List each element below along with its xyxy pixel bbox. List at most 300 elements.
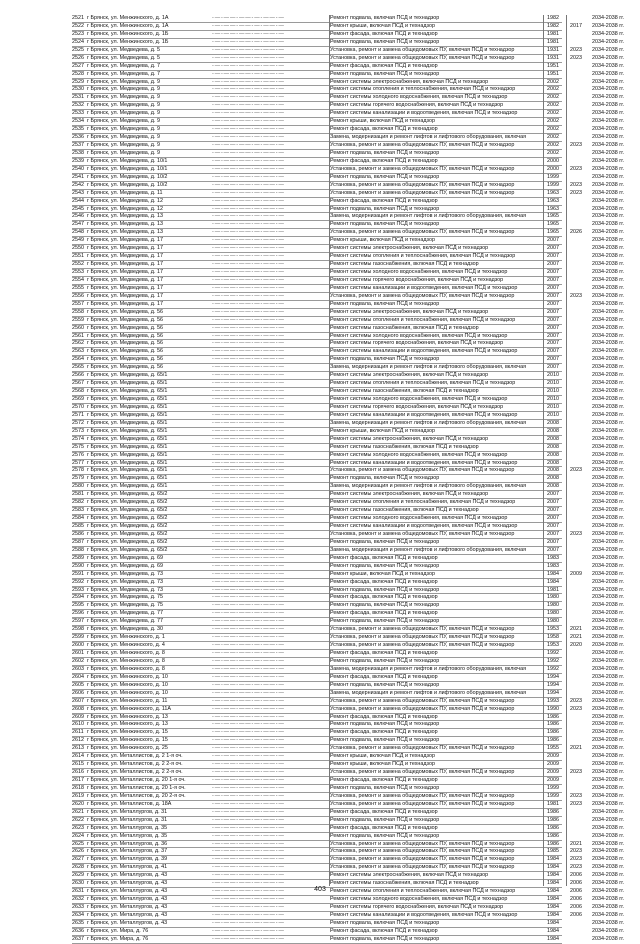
table-row xyxy=(72,737,625,745)
row-address: г Брянск, ул. Металлистов, д. 2 2-я оч. xyxy=(87,761,183,768)
row-number: 2614 xyxy=(72,753,84,760)
row-filler-dashes: - — - — — - — — - — - — — - — xyxy=(212,896,284,903)
row-planned-period: 2034-2038 гг. xyxy=(591,824,625,831)
row-work-type: Установка, ремонт и замена общедомовых ПУ, включая ПСД и технадзор xyxy=(330,705,515,712)
row-number: 2627 xyxy=(72,856,84,863)
row-address: г Брянск, ул. Металлургов, д. 41 xyxy=(87,864,168,871)
row-filler-dashes: - — - — — - — — - — - — — - — xyxy=(212,15,284,21)
row-address: г Брянск, ул. Менжинского, д. 4 xyxy=(87,642,165,649)
row-number: 2624 xyxy=(72,832,84,839)
row-build-year: 2007 xyxy=(547,356,559,363)
row-work-type: Ремонт системы канализации и водоотведения, включая ПСД и технадзор xyxy=(330,348,518,355)
row-work-type: Ремонт системы холодного водоснабжения, включая ПСД и технадзор xyxy=(330,269,508,275)
table-row xyxy=(72,110,625,118)
row-build-year: 1983 xyxy=(547,562,559,569)
row-work-type: Замена, модернизация и ремонт лифтов и лифтового оборудования, включая xyxy=(330,419,527,426)
row-number: 2576 xyxy=(72,451,84,458)
row-work-type: Ремонт подвала, включая ПСД и технадзор xyxy=(330,602,440,609)
row-build-year: 2002 xyxy=(547,102,559,109)
row-number: 2563 xyxy=(72,348,84,355)
row-planned-period: 2034-2038 гг. xyxy=(591,269,625,275)
row-planned-period: 2034-2038 гг. xyxy=(591,530,625,537)
row-last-repair-year: 2023 xyxy=(570,800,582,807)
row-address: г Брянск, ул. Медведева, д. 77 xyxy=(87,610,163,617)
row-build-year: 2002 xyxy=(547,118,559,125)
row-filler-dashes: - — - — — - — — - — - — — - — xyxy=(212,689,284,696)
table-row xyxy=(72,515,625,523)
row-work-type: Ремонт системы электроснабжения, включая ПСД и технадзор xyxy=(330,372,489,379)
row-planned-period: 2034-2038 гг. xyxy=(591,459,625,466)
row-filler-dashes: - — - — — - — — - — - — — - — xyxy=(212,840,284,847)
row-planned-period: 2034-2038 гг. xyxy=(591,396,625,402)
row-address: г Брянск, ул. Медведева, д. 9 xyxy=(87,149,160,156)
row-planned-period: 2034-2038 гг. xyxy=(591,673,625,680)
row-filler-dashes: - — - — — - — — - — - — — - — xyxy=(212,761,284,768)
row-work-type: Ремонт подвала, включая ПСД и технадзор xyxy=(330,149,440,156)
row-build-year: 1984 xyxy=(547,935,559,942)
row-filler-dashes: - — - — — - — — - — - — — - — xyxy=(212,777,284,783)
row-work-type: Ремонт подвала, включая ПСД и технадзор xyxy=(330,784,440,791)
row-address: г Брянск, ул. Медведева, д. 11 xyxy=(87,189,163,196)
row-address: г Брянск, ул. Металлургов, д. 31 xyxy=(87,816,168,823)
row-planned-period: 2034-2038 гг. xyxy=(591,570,625,577)
row-address: г Брянск, ул. Медведева, д. 65/2 xyxy=(87,515,168,522)
table-row xyxy=(72,102,625,110)
table-row xyxy=(72,554,625,563)
row-filler-dashes: - — - — — - — — - — - — — - — xyxy=(212,276,284,283)
row-filler-dashes: - — - — — - — — - — - — — - — xyxy=(212,427,284,434)
row-address: г Брянск, ул. Мира, д. 76 xyxy=(87,935,149,942)
table-row xyxy=(72,189,625,198)
row-work-type: Ремонт подвала, включая ПСД и технадзор xyxy=(330,15,440,21)
table-row xyxy=(72,237,625,245)
table-row xyxy=(72,356,625,364)
row-filler-dashes: - — - — — - — — - — - — — - — xyxy=(212,165,284,172)
row-planned-period: 2034-2038 гг. xyxy=(591,300,625,307)
row-filler-dashes: - — - — — - — — - — - — — - — xyxy=(212,507,284,514)
row-planned-period: 2034-2038 гг. xyxy=(591,586,625,593)
row-filler-dashes: - — - — — - — — - — - — — - — xyxy=(212,380,284,387)
row-address: г Брянск, ул. Менжинского, д. 1Б xyxy=(87,30,169,37)
row-planned-period: 2034-2038 гг. xyxy=(591,808,625,815)
row-address: г Брянск, ул. Менжинского, д. 11 xyxy=(87,697,168,704)
row-filler-dashes: - — - — — - — — - — - — — - — xyxy=(212,459,284,466)
row-last-repair-year: 2023 xyxy=(570,181,582,188)
row-work-type: Ремонт системы горячего водоснабжения, включая ПСД и технадзор xyxy=(330,276,504,283)
row-filler-dashes: - — - — — - — — - — - — — - — xyxy=(212,62,284,69)
row-address: г Брянск, ул. Медведева, д. 12 xyxy=(87,205,163,212)
row-build-year: 1984 xyxy=(547,880,559,887)
row-filler-dashes: - — - — — - — — - — - — — - — xyxy=(212,78,284,85)
row-filler-dashes: - — - — — - — — - — - — — - — xyxy=(212,515,284,522)
row-address: г Брянск, ул. Менжинского, д. 15 xyxy=(87,737,168,744)
row-planned-period: 2034-2038 гг. xyxy=(591,832,625,839)
row-work-type: Ремонт крыши, включая ПСД и технадзор xyxy=(330,22,435,29)
row-address: г Брянск, ул. Металлургов, д. 37 xyxy=(87,848,168,855)
row-last-repair-year: 2021 xyxy=(570,626,582,633)
row-filler-dashes: - — - — — - — — - — - — — - — xyxy=(212,657,284,664)
row-number: 2579 xyxy=(72,475,84,482)
row-build-year: 1992 xyxy=(547,665,559,672)
table-row xyxy=(72,777,625,785)
row-work-type: Ремонт фасада, включая ПСД и технадзор xyxy=(330,610,438,617)
row-work-type: Ремонт системы холодного водоснабжения, включая ПСД и технадзор xyxy=(330,396,508,402)
row-filler-dashes: - — - — — - — — - — - — — - — xyxy=(212,919,284,926)
table-row xyxy=(72,221,625,229)
row-planned-period: 2034-2038 гг. xyxy=(591,650,625,656)
row-planned-period: 2034-2038 гг. xyxy=(591,229,625,236)
row-build-year: 1981 xyxy=(547,800,559,807)
row-planned-period: 2034-2038 гг. xyxy=(591,911,625,918)
row-build-year: 1965 xyxy=(547,221,559,228)
table-row xyxy=(72,165,625,174)
row-filler-dashes: - — - — — - — — - — - — — - — xyxy=(212,538,284,545)
row-number: 2618 xyxy=(72,784,84,791)
row-address: г Брянск, ул. Медведева, д. 17 xyxy=(87,292,163,299)
row-build-year: 2008 xyxy=(547,459,559,466)
row-work-type: Ремонт системы канализации и водоотведения, включая ПСД и технадзор xyxy=(330,411,518,418)
row-planned-period: 2034-2038 гг. xyxy=(591,94,625,101)
row-planned-period: 2034-2038 гг. xyxy=(591,713,625,720)
row-planned-period: 2034-2038 гг. xyxy=(591,467,625,474)
row-planned-period: 2034-2038 гг. xyxy=(591,896,625,903)
row-address: г Брянск, ул. Медведева, д. 65/1 xyxy=(87,396,168,402)
table-row xyxy=(72,403,625,412)
row-build-year: 2000 xyxy=(547,165,559,172)
row-planned-period: 2034-2038 гг. xyxy=(591,840,625,847)
row-number: 2625 xyxy=(72,840,84,847)
row-filler-dashes: - — - — — - — — - — - — — - — xyxy=(212,300,284,307)
row-address: г Брянск, ул. Мира, д. 76 xyxy=(87,927,149,934)
row-number: 2589 xyxy=(72,554,84,561)
table-row xyxy=(72,229,625,237)
row-address: г Брянск, ул. Медведева, д. 10/1 xyxy=(87,165,168,172)
row-planned-period: 2034-2038 гг. xyxy=(591,102,625,109)
table-row xyxy=(72,173,625,182)
row-build-year: 2007 xyxy=(547,530,559,537)
row-build-year: 2010 xyxy=(547,411,559,418)
table-row xyxy=(72,292,625,301)
table-row xyxy=(72,681,625,690)
row-planned-period: 2034-2038 гг. xyxy=(591,642,625,649)
row-planned-period: 2034-2038 гг. xyxy=(591,38,625,45)
row-work-type: Установка, ремонт и замена общедомовых ПУ, включая ПСД и технадзор xyxy=(330,848,515,855)
row-build-year: 2007 xyxy=(547,499,559,506)
row-work-type: Ремонт крыши, включая ПСД и технадзор xyxy=(330,427,435,434)
row-planned-period: 2034-2038 гг. xyxy=(591,888,625,895)
row-work-type: Установка, ремонт и замена общедомовых ПУ, включая ПСД и технадзор xyxy=(330,840,515,847)
row-build-year: 2007 xyxy=(547,308,559,315)
row-build-year: 2010 xyxy=(547,388,559,395)
row-build-year: 2010 xyxy=(547,372,559,379)
row-work-type: Замена, модернизация и ремонт лифтов и лифтового оборудования, включая xyxy=(330,364,527,371)
row-work-type: Ремонт фасада, включая ПСД и технадзор xyxy=(330,650,438,656)
row-address: г Брянск, ул. Медведева, д. 9 xyxy=(87,142,160,148)
row-work-type: Установка, ремонт и замена общедомовых ПУ, включая ПСД и технадзор xyxy=(330,800,515,807)
row-work-type: Замена, модернизация и ремонт лифтов и лифтового оборудования, включая xyxy=(330,213,527,220)
row-planned-period: 2034-2038 гг. xyxy=(591,554,625,561)
row-number: 2585 xyxy=(72,523,84,529)
table-row xyxy=(72,134,625,142)
row-work-type: Ремонт фасада, включая ПСД и технадзор xyxy=(330,554,438,561)
row-build-year: 2007 xyxy=(547,292,559,299)
row-number: 2601 xyxy=(72,650,84,656)
row-last-repair-year: 2023 xyxy=(570,467,582,474)
row-address: г Брянск, ул. Медведева, д. 65/1 xyxy=(87,372,168,379)
row-address: г Брянск, ул. Медведева, д. 17 xyxy=(87,300,163,307)
row-address: г Брянск, ул. Металлургов, д. 35 xyxy=(87,832,168,839)
row-build-year: 1986 xyxy=(547,824,559,831)
row-number: 2633 xyxy=(72,904,84,910)
row-work-type: Ремонт подвала, включая ПСД и технадзор xyxy=(330,681,440,688)
row-filler-dashes: - — - — — - — — - — - — — - — xyxy=(212,872,284,879)
row-filler-dashes: - — - — — - — — - — - — — - — xyxy=(212,245,284,252)
row-work-type: Ремонт системы горячего водоснабжения, включая ПСД и технадзор xyxy=(330,403,504,410)
row-planned-period: 2034-2038 гг. xyxy=(591,380,625,387)
table-row xyxy=(72,15,625,23)
row-work-type: Ремонт подвала, включая ПСД и технадзор xyxy=(330,70,440,77)
row-planned-period: 2034-2038 гг. xyxy=(591,769,625,776)
table-row xyxy=(72,269,625,277)
row-last-repair-year: 2006 xyxy=(570,904,582,910)
column-rule xyxy=(543,15,544,886)
row-filler-dashes: - — - — — - — — - — - — — - — xyxy=(212,880,284,887)
row-planned-period: 2034-2038 гг. xyxy=(591,745,625,752)
row-number: 2521 xyxy=(72,15,84,21)
row-work-type: Ремонт системы электроснабжения, включая ПСД и технадзор xyxy=(330,491,489,498)
table-row xyxy=(72,546,625,555)
row-number: 2539 xyxy=(72,157,84,164)
table-row xyxy=(72,46,625,55)
row-number: 2620 xyxy=(72,800,84,807)
row-number: 2555 xyxy=(72,284,84,291)
row-number: 2598 xyxy=(72,626,84,633)
table-row xyxy=(72,729,625,737)
row-address: г Брянск, ул. Металлургов, д. 31 xyxy=(87,808,168,815)
row-filler-dashes: - — - — — - — — - — - — — - — xyxy=(212,586,284,593)
row-number: 2560 xyxy=(72,324,84,331)
table-row xyxy=(72,784,625,793)
row-build-year: 2008 xyxy=(547,483,559,490)
row-address: г Брянск, ул. Медведева, д. 17 xyxy=(87,276,163,283)
row-number: 2610 xyxy=(72,721,84,728)
row-planned-period: 2034-2038 гг. xyxy=(591,499,625,506)
row-work-type: Ремонт системы газоснабжения, включая ПСД и технадзор xyxy=(330,443,479,450)
row-number: 2600 xyxy=(72,642,84,649)
row-build-year: 1984 xyxy=(547,919,559,926)
row-filler-dashes: - — - — — - — — - — - — — - — xyxy=(212,181,284,188)
row-filler-dashes: - — - — — - — — - — - — — - — xyxy=(212,364,284,371)
row-build-year: 1984 xyxy=(547,911,559,918)
row-address: г Брянск, ул. Менжинского, д. 25 xyxy=(87,745,168,752)
row-planned-period: 2034-2038 гг. xyxy=(591,761,625,768)
row-number: 2588 xyxy=(72,546,84,553)
row-build-year: 1994 xyxy=(547,673,559,680)
row-filler-dashes: - — - — — - — — - — - — — - — xyxy=(212,356,284,363)
row-work-type: Ремонт системы отопления и теплоснабжения, включая ПСД и технадзор xyxy=(330,380,516,387)
row-work-type: Ремонт системы холодного водоснабжения, включая ПСД и технадзор xyxy=(330,451,508,458)
table-row xyxy=(72,665,625,674)
row-number: 2590 xyxy=(72,562,84,569)
row-work-type: Ремонт фасада, включая ПСД и технадзор xyxy=(330,30,438,37)
row-last-repair-year: 2006 xyxy=(570,888,582,895)
row-filler-dashes: - — - — — - — — - — - — — - — xyxy=(212,935,284,942)
row-planned-period: 2034-2038 гг. xyxy=(591,594,625,601)
row-address: г Брянск, ул. Медведева, д. 17 xyxy=(87,253,163,260)
row-work-type: Ремонт подвала, включая ПСД и технадзор xyxy=(330,618,440,625)
row-address: г Брянск, ул. Менжинского, д. 11А xyxy=(87,705,172,712)
row-address: г Брянск, ул. Медведева, д. 10/2 xyxy=(87,181,168,188)
row-work-type: Замена, модернизация и ремонт лифтов и лифтового оборудования, включая xyxy=(330,134,527,141)
row-build-year: 1981 xyxy=(547,586,559,593)
row-planned-period: 2034-2038 гг. xyxy=(591,657,625,664)
row-planned-period: 2034-2038 гг. xyxy=(591,816,625,823)
row-filler-dashes: - — - — — - — — - — - — — - — xyxy=(212,149,284,156)
row-build-year: 2002 xyxy=(547,78,559,85)
row-work-type: Ремонт подвала, включая ПСД и технадзор xyxy=(330,221,440,228)
row-last-repair-year: 2023 xyxy=(570,697,582,704)
table-row xyxy=(72,713,625,722)
row-filler-dashes: - — - — — - — — - — - — — - — xyxy=(212,372,284,379)
row-planned-period: 2034-2038 гг. xyxy=(591,134,625,141)
row-build-year: 1951 xyxy=(547,62,559,69)
row-address: г Брянск, ул. Медведева, д. 56 xyxy=(87,308,163,315)
row-filler-dashes: - — - — — - — — - — - — — - — xyxy=(212,713,284,720)
table-row xyxy=(72,396,625,404)
row-planned-period: 2034-2038 гг. xyxy=(591,523,625,529)
row-planned-period: 2034-2038 гг. xyxy=(591,753,625,760)
row-build-year: 1984 xyxy=(547,888,559,895)
row-number: 2608 xyxy=(72,705,84,712)
row-address: г Брянск, ул. Медведева, д. 9 xyxy=(87,118,160,125)
row-address: г Брянск, ул. Менжинского, д. 8 xyxy=(87,665,165,672)
row-planned-period: 2034-2038 гг. xyxy=(591,292,625,299)
row-planned-period: 2034-2038 гг. xyxy=(591,237,625,244)
row-address: г Брянск, ул. Металлургов, д. 39 xyxy=(87,856,168,863)
row-number: 2616 xyxy=(72,769,84,776)
row-filler-dashes: - — - — — - — — - — - — — - — xyxy=(212,205,284,212)
row-build-year: 2007 xyxy=(547,276,559,283)
table-row xyxy=(72,308,625,317)
row-filler-dashes: - — - — — - — — - — - — — - — xyxy=(212,229,284,236)
row-filler-dashes: - — - — — - — — - — - — — - — xyxy=(212,673,284,680)
table-row xyxy=(72,911,625,920)
row-last-repair-year: 2023 xyxy=(570,165,582,172)
row-planned-period: 2034-2038 гг. xyxy=(591,435,625,442)
row-address: г Брянск, ул. Медведева, д. 56 xyxy=(87,340,163,347)
row-build-year: 2009 xyxy=(547,761,559,768)
row-address: г Брянск, ул. Металлургов, д. 35 xyxy=(87,824,168,831)
table-row xyxy=(72,86,625,94)
row-address: г Брянск, ул. Медведева, д. 77 xyxy=(87,618,163,625)
table-row xyxy=(72,935,625,944)
row-address: г Брянск, ул. Медведева, д. 56 xyxy=(87,356,163,363)
row-number: 2606 xyxy=(72,689,84,696)
row-address: г Брянск, ул. Медведева, д. 65/1 xyxy=(87,443,168,450)
row-planned-period: 2034-2038 гг. xyxy=(591,189,625,196)
table-row xyxy=(72,721,625,729)
row-number: 2586 xyxy=(72,530,84,537)
row-planned-period: 2034-2038 гг. xyxy=(591,475,625,482)
row-build-year: 2008 xyxy=(547,427,559,434)
row-planned-period: 2034-2038 гг. xyxy=(591,316,625,323)
row-filler-dashes: - — - — — - — — - — - — — - — xyxy=(212,118,284,125)
table-row xyxy=(72,824,625,833)
row-address: г Брянск, ул. Медведева, д. 17 xyxy=(87,245,163,252)
row-build-year: 1980 xyxy=(547,618,559,625)
row-build-year: 1992 xyxy=(547,650,559,656)
row-planned-period: 2034-2038 гг. xyxy=(591,324,625,331)
row-number: 2595 xyxy=(72,602,84,609)
row-build-year: 2009 xyxy=(547,777,559,783)
row-filler-dashes: - — - — — - — — - — - — — - — xyxy=(212,705,284,712)
row-number: 2594 xyxy=(72,594,84,601)
row-number: 2636 xyxy=(72,927,84,934)
table-row xyxy=(72,657,625,666)
row-filler-dashes: - — - — — - — — - — - — — - — xyxy=(212,189,284,196)
row-planned-period: 2034-2038 гг. xyxy=(591,118,625,125)
row-number: 2623 xyxy=(72,824,84,831)
row-filler-dashes: - — - — — - — — - — - — — - — xyxy=(212,348,284,355)
row-planned-period: 2034-2038 гг. xyxy=(591,221,625,228)
table-row xyxy=(72,411,625,420)
row-build-year: 2007 xyxy=(547,491,559,498)
row-build-year: 2002 xyxy=(547,94,559,101)
row-work-type: Ремонт подвала, включая ПСД и технадзор xyxy=(330,538,440,545)
row-build-year: 2002 xyxy=(547,110,559,117)
row-address: г Брянск, ул. Металлургов, д. 43 xyxy=(87,872,168,879)
row-filler-dashes: - — - — — - — — - — - — — - — xyxy=(212,197,284,204)
table-row xyxy=(72,245,625,253)
row-address: г Брянск, ул. Металлистов, д. 2 2-я оч. xyxy=(87,769,183,776)
row-planned-period: 2034-2038 гг. xyxy=(591,856,625,863)
row-address: г Брянск, ул. Медведева, д. 65/1 xyxy=(87,388,168,395)
table-row xyxy=(72,919,625,928)
table-row xyxy=(72,475,625,483)
row-address: г Брянск, ул. Медведева, д. 65/1 xyxy=(87,380,168,387)
row-number: 2540 xyxy=(72,165,84,172)
row-number: 2562 xyxy=(72,340,84,347)
row-work-type: Замена, модернизация и ремонт лифтов и лифтового оборудования, включая xyxy=(330,483,527,490)
row-filler-dashes: - — - — — - — — - — - — — - — xyxy=(212,697,284,704)
row-work-type: Ремонт подвала, включая ПСД и технадзор xyxy=(330,737,440,744)
row-address: г Брянск, ул. Медведева, д. 65/2 xyxy=(87,491,168,498)
row-number: 2634 xyxy=(72,911,84,918)
table-row xyxy=(72,22,625,31)
row-number: 2629 xyxy=(72,872,84,879)
row-number: 2581 xyxy=(72,491,84,498)
row-planned-period: 2034-2038 гг. xyxy=(591,777,625,783)
table-row xyxy=(72,832,625,841)
row-planned-period: 2034-2038 гг. xyxy=(591,411,625,418)
row-address: г Брянск, ул. Металлистов, д. 20 2-я оч. xyxy=(87,792,186,799)
row-build-year: 1993 xyxy=(547,697,559,704)
row-planned-period: 2034-2038 гг. xyxy=(591,165,625,172)
row-filler-dashes: - — - — — - — — - — - — — - — xyxy=(212,927,284,934)
table-row xyxy=(72,618,625,626)
table-row xyxy=(72,904,625,912)
row-work-type: Ремонт фасада, включая ПСД и технадзор xyxy=(330,824,438,831)
table-row xyxy=(72,840,625,849)
row-address: г Брянск, ул. Медведева, д. 9 xyxy=(87,102,160,109)
row-number: 2587 xyxy=(72,538,84,545)
row-filler-dashes: - — - — — - — — - — - — — - — xyxy=(212,86,284,93)
table-row xyxy=(72,451,625,460)
row-build-year: 1965 xyxy=(547,213,559,220)
table-row xyxy=(72,261,625,269)
row-build-year: 2007 xyxy=(547,364,559,371)
table-row xyxy=(72,689,625,698)
